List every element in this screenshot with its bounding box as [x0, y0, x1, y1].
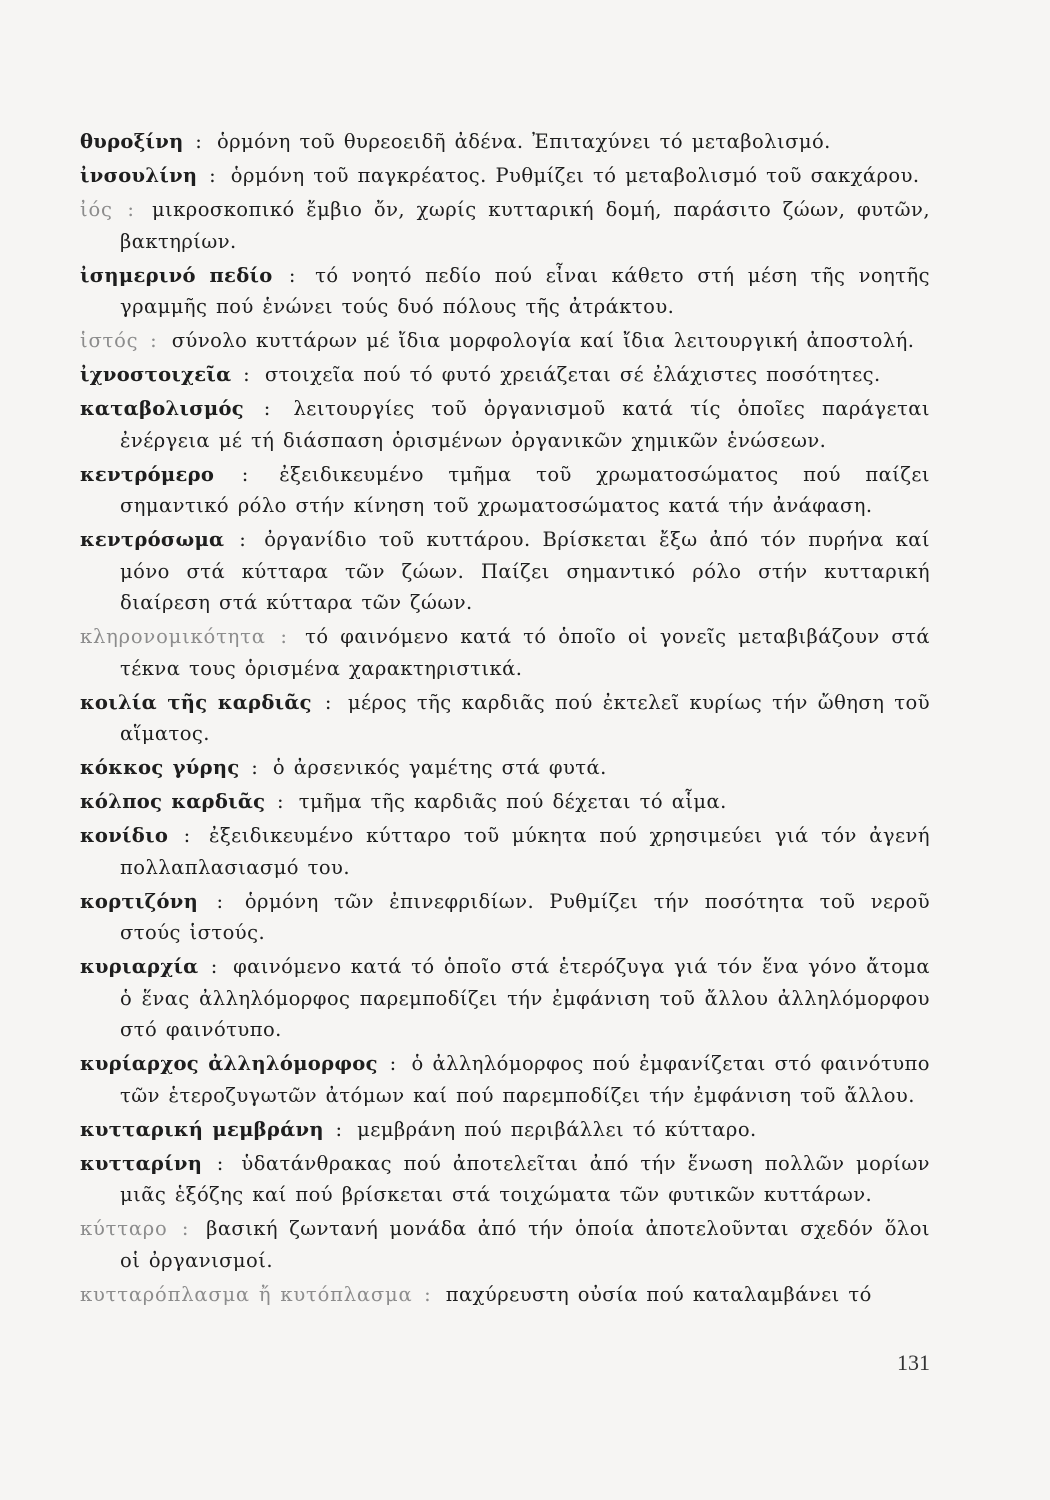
glossary-entry [80, 459, 930, 522]
glossary-term: κυτταρική μεμβράνη [80, 1117, 324, 1141]
term-separator: : [183, 824, 191, 847]
glossary-entry [80, 820, 930, 883]
glossary-definition: ἐξειδικευμένο κύτταρο τοῦ μύκητα πού χρησιμεύει γιά τόν ἀγενή πολλαπλασιασμό του. [120, 824, 930, 879]
glossary-definition: ὁρμόνη τοῦ θυρεοειδῆ ἀδένα. Ἐπιταχύνει τό μεταβολισμό. [216, 130, 831, 153]
glossary-entry [80, 687, 930, 750]
glossary-definition: ἐξειδικευμένο τμῆμα τοῦ χρωματοσώματος πού παίζει σημαντικό ρόλο στήν κίνηση τοῦ χρωματοσώματος κατά τήν ἀνάφαση. [120, 462, 931, 517]
term-separator: : [263, 397, 271, 420]
glossary-entry [80, 886, 930, 949]
glossary-term: κορτιζόνη [80, 889, 199, 913]
glossary-term: ἰσημερινό πεδίο [80, 263, 273, 287]
glossary-definition: ὁ ἀρσενικός γαμέτης στά φυτά. [272, 756, 607, 779]
term-separator: : [277, 790, 285, 813]
glossary-entry [80, 524, 930, 619]
glossary-definition: ὁ ἀλληλόμορφος πού ἐμφανίζεται στό φαινότυπο τῶν ἑτεροζυγωτῶν ἀτόμων καί πού παρεμποδίζει τήν ἐμφάνιση τοῦ ἄλλου. [120, 1052, 930, 1107]
glossary-definition: τό νοητό πεδίο πού εἶναι κάθετο στή μέση τῆς νοητῆς γραμμῆς πού ἑνώνει τούς δυό πόλους τῆς ἀτράκτου. [120, 263, 930, 318]
term-separator: : [150, 329, 158, 352]
glossary-entry [80, 1114, 930, 1146]
term-separator: : [210, 955, 218, 978]
glossary-definition: στοιχεῖα πού τό φυτό χρειάζεται σέ ἐλάχιστες ποσότητες. [264, 363, 881, 386]
term-separator: : [127, 198, 135, 221]
term-separator: : [216, 889, 224, 913]
glossary-term: κοιλία τῆς καρδιᾶς [80, 690, 312, 714]
glossary-term: κονίδιο [80, 824, 169, 847]
glossary-entry [80, 160, 930, 192]
term-separator: : [243, 363, 251, 386]
glossary-definition: σύνολο κυττάρων μέ ἴδια μορφολογία καί ἴδια λειτουργική ἀποστολή. [171, 329, 915, 352]
glossary-entry [80, 1048, 930, 1111]
glossary-term: κυριαρχία [80, 955, 199, 978]
term-separator: : [288, 263, 296, 287]
glossary-definition: μικροσκοπικό ἔμβιο ὄν, χωρίς κυτταρική δομή, παράσιτο ζώων, φυτῶν, βακτηρίων. [120, 198, 930, 253]
term-separator: : [181, 1217, 189, 1240]
glossary-entry [80, 126, 930, 158]
glossary-term: θυροξίνη [80, 130, 184, 153]
glossary-term: κεντρόμερο [80, 462, 215, 486]
glossary-entry [80, 393, 930, 456]
glossary-term: κεντρόσωμα [80, 528, 225, 551]
glossary-entry [80, 1213, 930, 1276]
glossary-definition: ὑδατάνθρακας πού ἀποτελεῖται ἀπό τήν ἕνωση πολλῶν μορίων μιᾶς ἑξόζης καί πού βρίσκεται στά τοιχώματα τῶν φυτικῶν κυττάρων. [120, 1151, 930, 1206]
glossary-definition: φαινόμενο κατά τό ὁποῖο στά ἑτερόζυγα γιά τόν ἕνα γόνο ἄτομα ὁ ἕνας ἀλληλόμορφος παρεμποδίζει τήν ἐμφάνιση τοῦ ἄλλου ἀλληλόμορφου στό φαινότυπο. [120, 955, 931, 1041]
glossary-term: κυτταρόπλασμα ἤ κυτόπλασμα [80, 1282, 413, 1306]
glossary-list [80, 126, 930, 1313]
term-separator: : [389, 1052, 397, 1075]
glossary-entry [80, 260, 930, 323]
glossary-entry [80, 325, 930, 357]
term-separator: : [195, 130, 203, 153]
term-separator: : [241, 462, 249, 486]
glossary-entry [80, 752, 930, 784]
glossary-entry [80, 359, 930, 391]
glossary-definition: τό φαινόμενο κατά τό ὁποῖο οἱ γονεῖς μεταβιβάζουν στά τέκνα τους ὁρισμένα χαρακτηριστικά. [120, 625, 930, 680]
glossary-definition: ὁρμόνη τῶν ἐπινεφριδίων. Ρυθμίζει τήν ποσότητα τοῦ νεροῦ στούς ἱστούς. [120, 889, 930, 944]
glossary-definition: λειτουργίες τοῦ ὀργανισμοῦ κατά τίς ὁποῖες παράγεται ἐνέργεια μέ τή διάσπαση ὁρισμένων ὀργανικῶν χημικῶν ἑνώσεων. [120, 397, 930, 452]
glossary-term: καταβολισμός [80, 397, 244, 420]
glossary-term: κόκκος γύρης [80, 756, 240, 779]
term-separator: : [424, 1282, 432, 1306]
glossary-term: κύτταρο [80, 1217, 168, 1240]
glossary-definition: ὀργανίδιο τοῦ κυττάρου. Βρίσκεται ἔξω ἀπό τόν πυρήνα καί μόνο στά κύτταρα τῶν ζώων. Παίζει σημαντικό ρόλο στήν κυτταρική διαίρεση στά κύτταρα τῶν ζώων. [120, 528, 931, 614]
term-separator: : [216, 1151, 224, 1175]
term-separator: : [335, 1117, 343, 1141]
term-separator: : [209, 164, 217, 187]
glossary-definition: μεμβράνη πού περιβάλλει τό κύτταρο. [357, 1117, 757, 1141]
glossary-entry [80, 621, 930, 684]
glossary-definition: ὁρμόνη τοῦ παγκρέατος. Ρυθμίζει τό μεταβολισμό τοῦ σακχάρου. [230, 164, 920, 187]
glossary-entry [80, 786, 930, 818]
glossary-term: κόλπος καρδιᾶς [80, 790, 266, 813]
glossary-definition: τμῆμα τῆς καρδιᾶς πού δέχεται τό αἷμα. [298, 790, 727, 813]
term-separator: : [251, 756, 259, 779]
glossary-entry [80, 1279, 930, 1311]
glossary-term: κληρονομικότητα [80, 625, 266, 648]
glossary-definition: βασική ζωντανή μονάδα ἀπό τήν ὁποία ἀποτελοῦνται σχεδόν ὅλοι οἱ ὀργανισμοί. [120, 1217, 930, 1272]
glossary-entry [80, 951, 930, 1046]
term-separator: : [280, 625, 288, 648]
glossary-definition: μέρος τῆς καρδιᾶς πού ἐκτελεῖ κυρίως τήν ὤθηση τοῦ αἵματος. [120, 690, 931, 745]
glossary-term: ἱστός [80, 329, 139, 352]
page-number: 131 [897, 1350, 930, 1375]
term-separator: : [324, 690, 332, 714]
glossary-entry [80, 1148, 930, 1211]
glossary-term: κυρίαρχος ἀλληλόμορφος [80, 1052, 378, 1075]
glossary-term: κυτταρίνη [80, 1151, 203, 1175]
glossary-term: ἰός [80, 198, 113, 221]
glossary-term: ἰχνοστοιχεῖα [80, 363, 232, 386]
glossary-definition: παχύρευστη οὐσία πού καταλαμβάνει τό [445, 1282, 872, 1306]
term-separator: : [239, 528, 247, 551]
glossary-term: ἰνσουλίνη [80, 164, 198, 187]
glossary-entry [80, 194, 930, 257]
